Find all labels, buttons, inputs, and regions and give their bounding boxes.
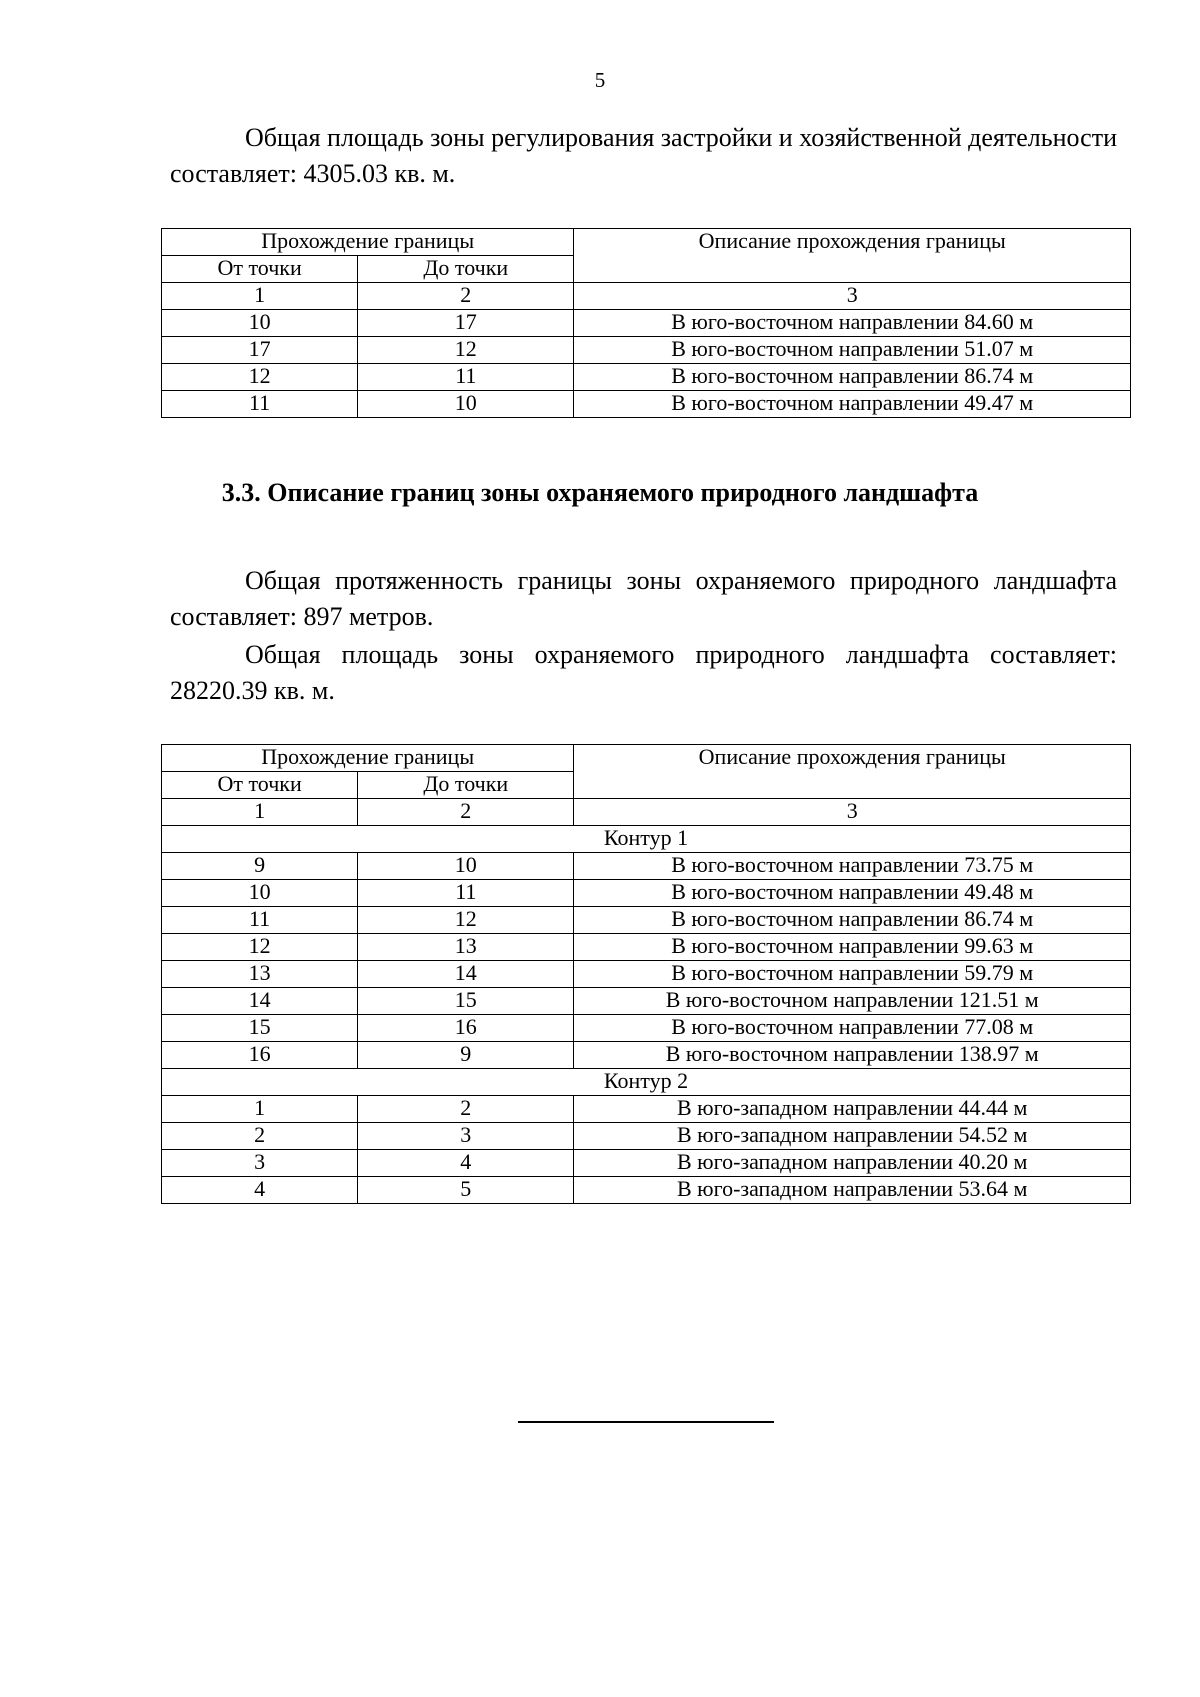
contour-label-row: [162, 826, 1131, 853]
column-number: 2: [358, 283, 574, 310]
to-point-cell: 10: [358, 853, 574, 880]
description-cell: В юго-восточном направлении 138.97 м: [574, 1042, 1131, 1069]
header-to-point: До точки: [358, 772, 574, 799]
from-point-cell: 9: [162, 853, 358, 880]
table-row: [162, 391, 1131, 418]
description-cell: В юго-восточном направлении 49.47 м: [574, 391, 1131, 418]
landscape-area-paragraph: Общая площадь зоны охраняемого природного ландшафта составляет: 28220.39 кв. м.: [170, 640, 1117, 705]
from-point-cell: 16: [162, 1042, 358, 1069]
to-point-cell: 5: [358, 1177, 574, 1204]
table-row: [162, 337, 1131, 364]
from-point-cell: 12: [162, 934, 358, 961]
table-row: [162, 364, 1131, 391]
from-point-cell: 15: [162, 1015, 358, 1042]
table-row: [162, 907, 1131, 934]
description-cell: В юго-восточном направлении 49.48 м: [574, 880, 1131, 907]
table-row: [162, 1123, 1131, 1150]
column-number: 2: [358, 799, 574, 826]
from-point-cell: 12: [162, 364, 358, 391]
to-point-cell: 14: [358, 961, 574, 988]
contour-label-row: [162, 1069, 1131, 1096]
to-point-cell: 11: [358, 880, 574, 907]
from-point-cell: 14: [162, 988, 358, 1015]
header-boundary-passage: Прохождение границы: [162, 229, 574, 256]
to-point-cell: 4: [358, 1150, 574, 1177]
column-number: 3: [574, 283, 1131, 310]
header-boundary-description: Описание прохождения границы: [574, 745, 1131, 799]
table-header-row: [162, 745, 1131, 772]
description-cell: В юго-восточном направлении 77.08 м: [574, 1015, 1131, 1042]
from-point-cell: 11: [162, 391, 358, 418]
to-point-cell: 11: [358, 364, 574, 391]
table-row: [162, 961, 1131, 988]
zone-regulation-boundary-table: [161, 228, 1131, 418]
to-point-cell: 15: [358, 988, 574, 1015]
table-row: [162, 1015, 1131, 1042]
description-cell: В юго-восточном направлении 59.79 м: [574, 961, 1131, 988]
from-point-cell: 10: [162, 310, 358, 337]
table-row: [162, 310, 1131, 337]
landscape-length-paragraph: Общая протяженность границы зоны охраняемого природного ландшафта составляет: 897 метров.: [170, 566, 1117, 631]
description-cell: В юго-восточном направлении 86.74 м: [574, 907, 1131, 934]
description-cell: В юго-восточном направлении 86.74 м: [574, 364, 1131, 391]
from-point-cell: 13: [162, 961, 358, 988]
header-boundary-description: Описание прохождения границы: [574, 229, 1131, 283]
description-cell: В юго-западном направлении 54.52 м: [574, 1123, 1131, 1150]
table-row: [162, 934, 1131, 961]
column-number: 3: [574, 799, 1131, 826]
table-row: [162, 1096, 1131, 1123]
header-boundary-passage: Прохождение границы: [162, 745, 574, 772]
end-of-document-rule: [518, 1421, 774, 1423]
to-point-cell: 10: [358, 391, 574, 418]
header-from-point: От точки: [162, 772, 358, 799]
to-point-cell: 3: [358, 1123, 574, 1150]
table-row: [162, 853, 1131, 880]
column-number: 1: [162, 283, 358, 310]
description-cell: В юго-западном направлении 53.64 м: [574, 1177, 1131, 1204]
page-number: 5: [594, 68, 606, 92]
description-cell: В юго-западном направлении 40.20 м: [574, 1150, 1131, 1177]
column-number: 1: [162, 799, 358, 826]
to-point-cell: 13: [358, 934, 574, 961]
to-point-cell: 9: [358, 1042, 574, 1069]
table-column-number-row: [162, 283, 1131, 310]
to-point-cell: 17: [358, 310, 574, 337]
from-point-cell: 2: [162, 1123, 358, 1150]
table-header-row: [162, 229, 1131, 256]
description-cell: В юго-восточном направлении 73.75 м: [574, 853, 1131, 880]
description-cell: В юго-восточном направлении 99.63 м: [574, 934, 1131, 961]
to-point-cell: 2: [358, 1096, 574, 1123]
from-point-cell: 11: [162, 907, 358, 934]
from-point-cell: 3: [162, 1150, 358, 1177]
to-point-cell: 12: [358, 337, 574, 364]
contour-1-label: Контур 1: [162, 826, 1131, 853]
header-to-point: До точки: [358, 256, 574, 283]
contour-2-label: Контур 2: [162, 1069, 1131, 1096]
table-row: [162, 988, 1131, 1015]
to-point-cell: 16: [358, 1015, 574, 1042]
description-cell: В юго-восточном направлении 51.07 м: [574, 337, 1131, 364]
header-from-point: От точки: [162, 256, 358, 283]
table-row: [162, 1177, 1131, 1204]
zone-regulation-area-paragraph: Общая площадь зоны регулирования застройки и хозяйственной деятельности составляет: 4305.03 кв. м.: [170, 123, 1117, 188]
section-heading: 3.3. Описание границ зоны охраняемого природного ландшафта: [221, 478, 979, 507]
description-cell: В юго-восточном направлении 121.51 м: [574, 988, 1131, 1015]
from-point-cell: 17: [162, 337, 358, 364]
landscape-boundary-table: [161, 744, 1131, 1204]
from-point-cell: 4: [162, 1177, 358, 1204]
table-row: [162, 1150, 1131, 1177]
description-cell: В юго-восточном направлении 84.60 м: [574, 310, 1131, 337]
from-point-cell: 10: [162, 880, 358, 907]
table-row: [162, 1042, 1131, 1069]
table-row: [162, 880, 1131, 907]
to-point-cell: 12: [358, 907, 574, 934]
description-cell: В юго-западном направлении 44.44 м: [574, 1096, 1131, 1123]
from-point-cell: 1: [162, 1096, 358, 1123]
table-column-number-row: [162, 799, 1131, 826]
